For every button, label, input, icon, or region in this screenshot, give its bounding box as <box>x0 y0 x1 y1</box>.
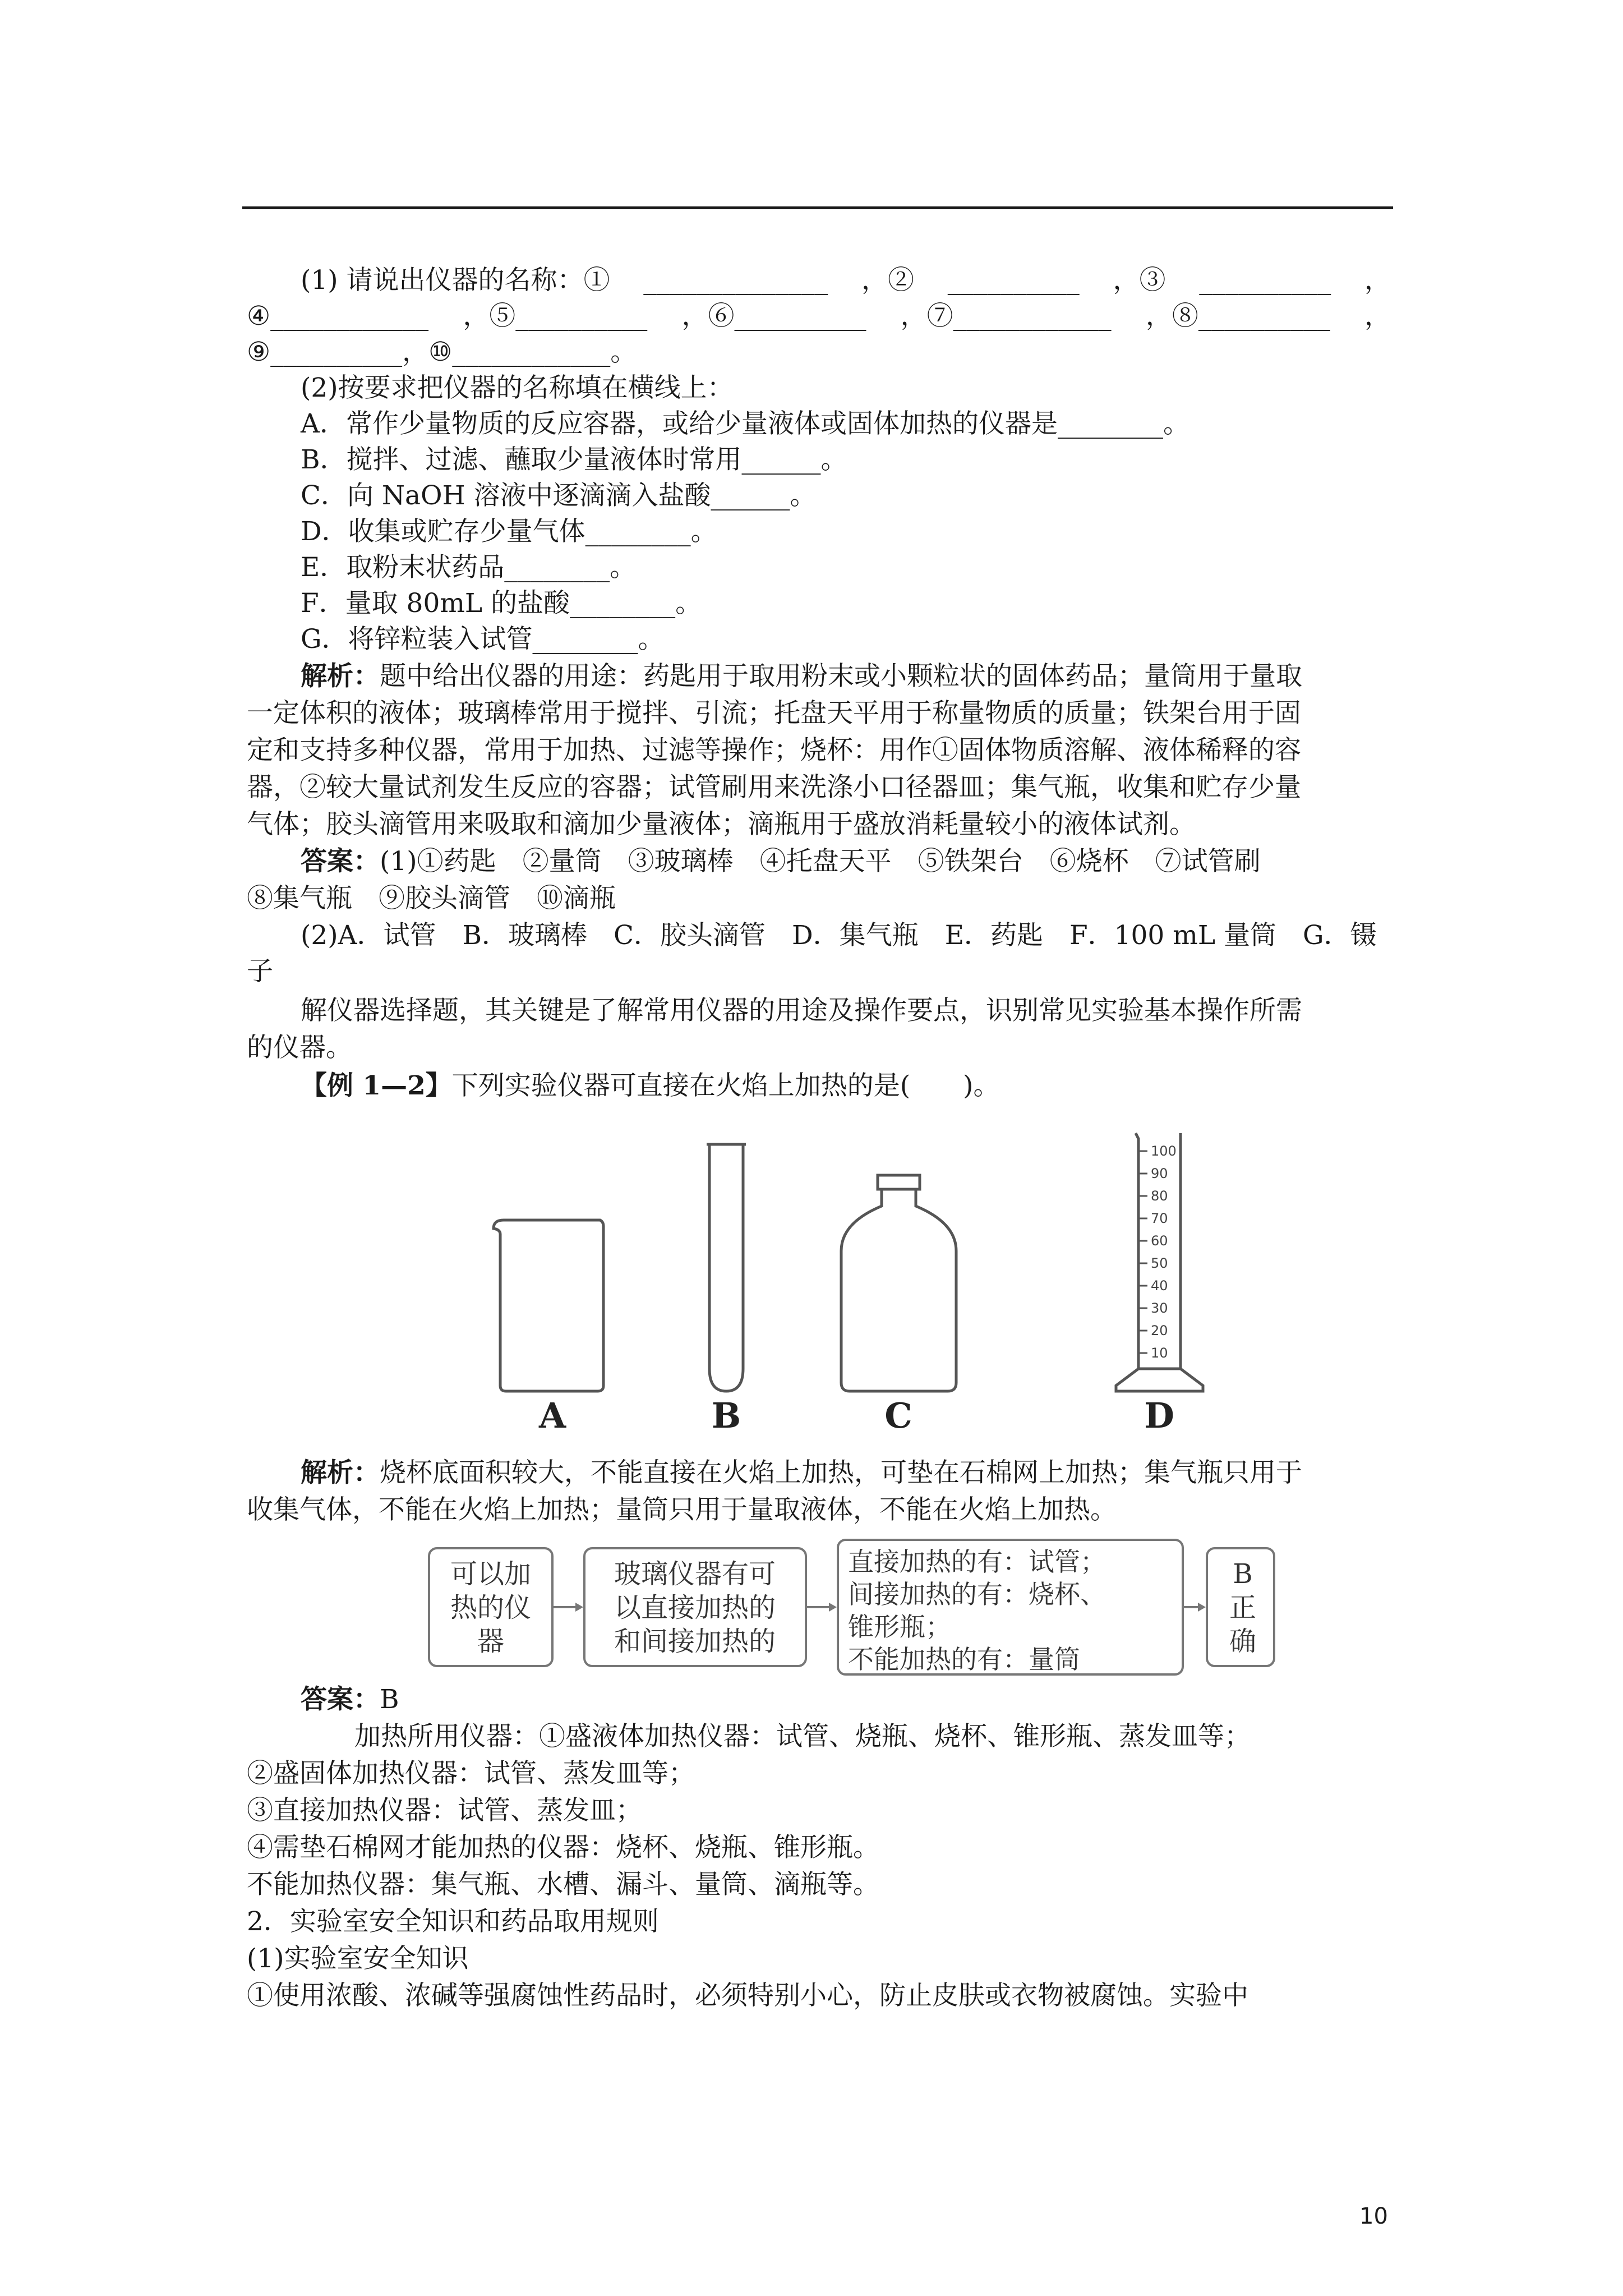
q2-item-b: B．搅拌、过滤、蘸取少量液体时常用______。 <box>301 444 847 475</box>
flow-box-1-text: 热的仪 <box>450 1592 532 1623</box>
scale-label: 80 <box>1151 1188 1168 1204</box>
analysis-label: 解析： <box>301 1457 380 1488</box>
analysis1-line-5: 气体；胶头滴管用来吸取和滴加少量液体；滴瓶用于盛放消耗量较小的液体试剂。 <box>247 809 1196 840</box>
glassware-figure <box>471 1122 1267 1436</box>
q1-sep: ， <box>1364 265 1391 296</box>
figure-label-d: D <box>1144 1395 1174 1436</box>
answer-text: (1)①药匙 ②量筒 ③玻璃棒 ④托盘天平 ⑤铁架台 ⑥烧杯 ⑦试管刷 <box>380 846 1261 877</box>
analysis2-line-1 <box>247 1456 1391 1490</box>
answer-label: 答案： <box>301 846 380 877</box>
flow-box-1-text: 可以加 <box>450 1558 532 1590</box>
answer1-line-3: (2)A．试管 B．玻璃棒 C．胶头滴管 D．集气瓶 E．药匙 F．100 mL 量筒 G．镊 <box>301 920 1377 951</box>
scale-label: 30 <box>1151 1300 1168 1316</box>
flow-box-2-text: 和间接加热的 <box>614 1626 776 1657</box>
figure-label-a: A <box>538 1395 566 1436</box>
analysis1-line-3: 定和支持多种仪器，常用于加热、过滤等操作；烧杯：用作①固体物质溶解、液体稀释的容 <box>247 735 1301 766</box>
gas-bottle-icon <box>841 1189 956 1391</box>
q1-blank-7: ，⑦____________ <box>900 301 1112 332</box>
answer1-line-1 <box>247 845 1391 878</box>
q1-blank-1: ______________ <box>643 265 828 296</box>
beaker-icon <box>494 1220 603 1391</box>
q1-sep: ， <box>1364 301 1391 332</box>
q1-blank-4: ④____________ <box>247 301 429 332</box>
q1-blank-8: ，⑧__________ <box>1145 301 1330 332</box>
page-number: 10 <box>1359 2203 1388 2229</box>
figure-label-c: C <box>884 1395 912 1436</box>
analysis-label: 解析： <box>301 661 380 692</box>
scale-label: 70 <box>1151 1211 1168 1226</box>
header-rule <box>242 206 1393 209</box>
flow-box-2-text: 以直接加热的 <box>614 1592 776 1623</box>
subsection-heading: (1)实验室安全知识 <box>247 1943 469 1974</box>
q1-blank-2: __________ <box>947 265 1080 296</box>
test-tube-icon <box>709 1144 743 1391</box>
flow-box-3-text: 不能加热的有：量筒 <box>848 1644 1080 1674</box>
flow-box-1-text: 器 <box>477 1626 505 1657</box>
q2-item-g: G．将锌粒装入试管________。 <box>301 624 665 655</box>
q1-head: (1) 请说出仪器的名称：① <box>301 265 610 296</box>
section-heading: 2．实验室安全知识和药品取用规则 <box>247 1906 659 1937</box>
flow-box-4-text: 正 <box>1229 1592 1257 1623</box>
analysis2-line-2: 收集气体，不能在火焰上加热；量筒只用于量取液体，不能在火焰上加热。 <box>247 1494 1117 1525</box>
answer1-line-2: ⑧集气瓶 ⑨胶头滴管 ⑩滴瓶 <box>247 883 616 914</box>
notes-line-2: ②盛固体加热仪器：试管、蒸发皿等； <box>247 1758 695 1789</box>
answer-value: B <box>380 1684 399 1715</box>
q1-sep: ，③ <box>1113 265 1166 296</box>
bottle-stopper-icon <box>878 1175 920 1189</box>
scale-label: 90 <box>1151 1166 1168 1181</box>
analysis-text: 烧杯底面积较大，不能直接在火焰上加热，可垫在石棉网上加热；集气瓶只用于 <box>380 1457 1302 1488</box>
answer1-line-4: 子 <box>247 956 273 987</box>
q2-item-c: C．向 NaOH 溶液中逐滴滴入盐酸______。 <box>301 480 817 511</box>
flow-box-3-text: 直接加热的有：试管； <box>848 1547 1106 1577</box>
arrow-icon <box>829 1603 837 1612</box>
q1-sep: ，② <box>861 265 914 296</box>
q1-line-3: ⑨__________，⑩____________。 <box>247 337 637 367</box>
q2-item-e: E．取粉末状药品________。 <box>301 552 637 583</box>
q2-item-f: F．量取 80mL 的盐酸________。 <box>301 588 702 619</box>
scale-label: 50 <box>1151 1255 1168 1271</box>
notes-line-1: 加热所用仪器：①盛液体加热仪器：试管、烧瓶、烧杯、锥形瓶、蒸发皿等； <box>354 1721 1251 1752</box>
flow-box-4-text: 确 <box>1229 1626 1257 1657</box>
arrow-icon <box>1198 1603 1206 1612</box>
scale-label: 60 <box>1151 1233 1168 1249</box>
notes-line-8: ①使用浓酸、浓碱等强腐蚀性药品时，必须特别小心，防止皮肤或衣物被腐蚀。实验中 <box>247 1980 1248 2011</box>
analysis-text: 题中给出仪器的用途：药匙用于取用粉末或小颗粒状的固体药品；量筒用于量取 <box>380 661 1302 692</box>
flow-box-3-text: 间接加热的有：烧杯、 <box>848 1579 1106 1609</box>
example-text: 下列实验仪器可直接在火焰上加热的是( )。 <box>451 1070 1000 1101</box>
example-label: 【例 1—2】 <box>301 1070 452 1101</box>
notes-line-4: ④需垫石棉网才能加热的仪器：烧杯、烧瓶、锥形瓶。 <box>247 1832 879 1863</box>
reasoning-flowchart <box>426 1537 1279 1677</box>
scale-label: 10 <box>1151 1345 1168 1361</box>
tip-line-1: 解仪器选择题，其关键是了解常用仪器的用途及操作要点，识别常见实验基本操作所需 <box>301 995 1302 1026</box>
scale-label: 20 <box>1151 1323 1168 1338</box>
answer2-line <box>247 1683 1391 1717</box>
analysis1-line-2: 一定体积的液体；玻璃棒常用于搅拌、引流；托盘天平用于称量物质的质量；铁架台用于固 <box>247 698 1301 729</box>
q1-blank-3: __________ <box>1199 265 1331 296</box>
flow-box-2-text: 玻璃仪器有可 <box>614 1558 776 1590</box>
analysis1-line-1 <box>247 660 1391 693</box>
flow-box-3-text: 锥形瓶； <box>848 1612 951 1642</box>
answer-label: 答案： <box>301 1684 380 1715</box>
arrow-icon <box>575 1603 583 1612</box>
q1-blank-5: ，⑤__________ <box>463 301 648 332</box>
notes-line-5: 不能加热仪器：集气瓶、水槽、漏斗、量筒、滴瓶等。 <box>247 1869 879 1900</box>
example-question <box>247 1069 1391 1103</box>
tip-line-2: 的仪器。 <box>247 1032 352 1063</box>
q1-blank-6: ，⑥__________ <box>681 301 866 332</box>
notes-line-3: ③直接加热仪器：试管、蒸发皿； <box>247 1795 642 1826</box>
q2-intro: (2)按要求把仪器的名称填在横线上： <box>301 372 734 403</box>
q2-item-a: A．常作少量物质的反应容器，或给少量液体或固体加热的仪器是________。 <box>301 408 1189 439</box>
figure-label-b: B <box>711 1395 741 1436</box>
q1-line-2 <box>247 300 1391 333</box>
analysis1-line-4: 器，②较大量试剂发生反应的容器；试管刷用来洗涤小口径器皿；集气瓶，收集和贮存少量 <box>247 772 1301 803</box>
scale-label: 40 <box>1151 1278 1168 1294</box>
flow-box-4-text: B <box>1233 1558 1253 1590</box>
q2-item-d: D．收集或贮存少量气体________。 <box>301 516 717 547</box>
scale-label: 100 <box>1151 1143 1177 1159</box>
q1-line-1 <box>247 264 1391 297</box>
